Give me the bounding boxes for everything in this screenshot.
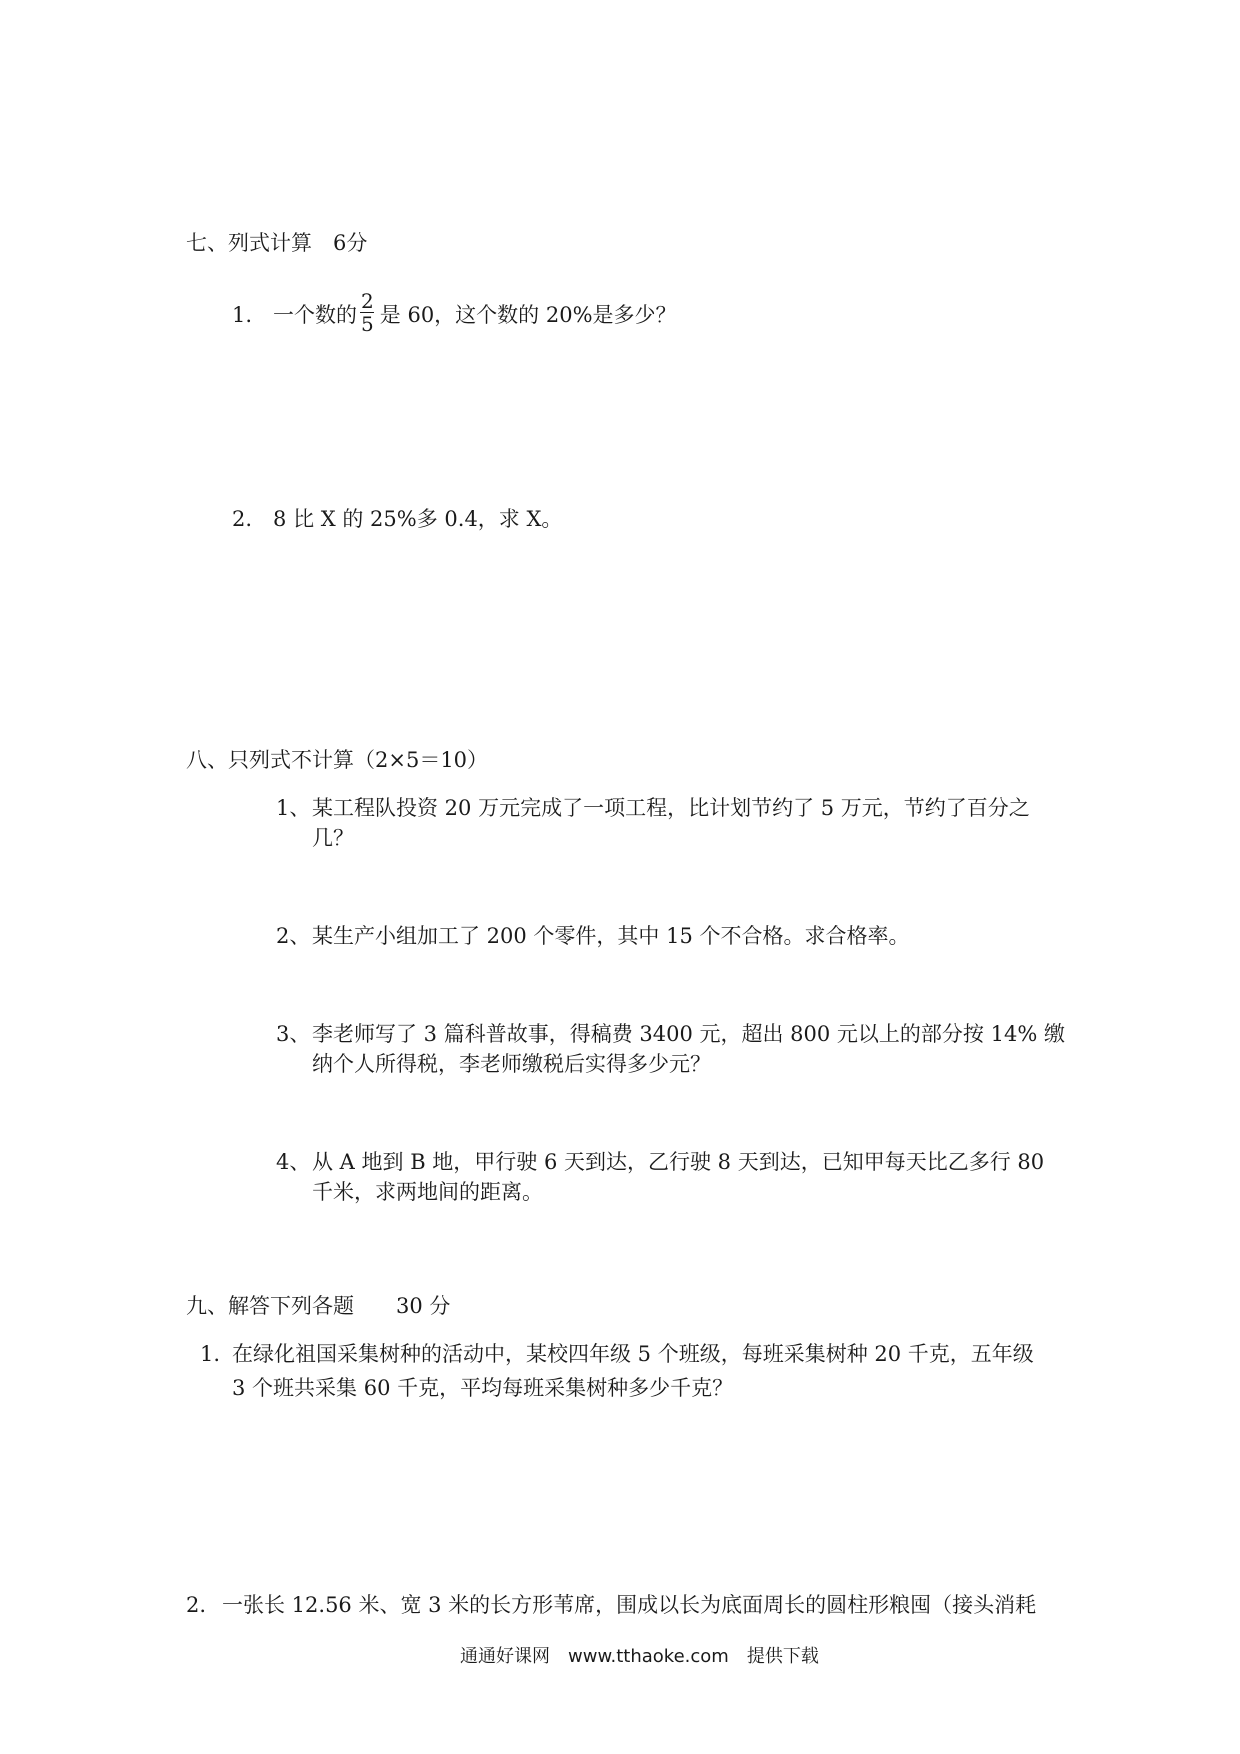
section-7-question-1 (232, 289, 677, 339)
question-text: 8 比 X 的 25%多 0.4，求 X。 (273, 507, 563, 531)
section-8-item-4-line-2: 千米，求两地间的距离。 (312, 1180, 543, 1204)
section-9-question-1-line-1: 在绿化祖国采集树种的活动中，某校四年级 5 个班级，每班采集树种 20 千克，五年级 (232, 1342, 1034, 1366)
section-8-item-2-line-1: 某生产小组加工了 200 个零件，其中 15 个不合格。求合格率。 (312, 924, 910, 948)
section-8-item-1-number: 1、 (276, 796, 311, 820)
section-8-heading: 八、只列式不计算（2×5＝10） (186, 748, 489, 772)
section-8-item-3-number: 3、 (276, 1022, 311, 1046)
question-text-after: 是 60，这个数的 20%是多少？ (379, 303, 677, 327)
section-9-question-2-line-1: 一张长 12.56 米、宽 3 米的长方形苇席，围成以长为底面周长的圆柱形粮囤（接头消耗 (222, 1593, 1037, 1617)
section-9-heading: 九、解答下列各题 30 分 (186, 1294, 451, 1318)
section-7-heading: 七、列式计算 6分 (186, 231, 368, 255)
question-number: 2. (232, 507, 253, 531)
section-9-question-1-line-2: 3 个班共采集 60 千克，平均每班采集树种多少千克？ (232, 1376, 734, 1400)
section-9-question-1-number: 1. (200, 1342, 221, 1366)
section-8-item-2-number: 2、 (276, 924, 311, 948)
page-footer: 通通好课网 www.tthaoke.com 提供下载 (460, 1646, 819, 1667)
section-8-item-4-line-1: 从 A 地到 B 地，甲行驶 6 天到达，乙行驶 8 天到达，已知甲每天比乙多行 80 (312, 1150, 1045, 1174)
section-8-item-3-line-2: 纳个人所得税，李老师缴税后实得多少元？ (312, 1052, 711, 1076)
section-8-item-1-line-1: 某工程队投资 20 万元完成了一项工程，比计划节约了 5 万元，节约了百分之 (312, 796, 1030, 820)
question-number: 1. (232, 303, 253, 327)
section-8-item-1-line-2: 几？ (312, 826, 354, 850)
section-8-item-3-line-1: 李老师写了 3 篇科普故事，得稿费 3400 元，超出 800 元以上的部分按 14% 缴 (312, 1022, 1065, 1046)
fraction-denominator: 5 (361, 312, 374, 336)
question-text-before: 一个数的 (273, 303, 358, 327)
fraction-numerator: 2 (361, 289, 374, 313)
section-8-item-4-number: 4、 (276, 1150, 311, 1174)
section-7-question-2 (232, 505, 562, 533)
section-9-question-2-number: 2. (186, 1593, 207, 1617)
fraction (359, 290, 376, 335)
